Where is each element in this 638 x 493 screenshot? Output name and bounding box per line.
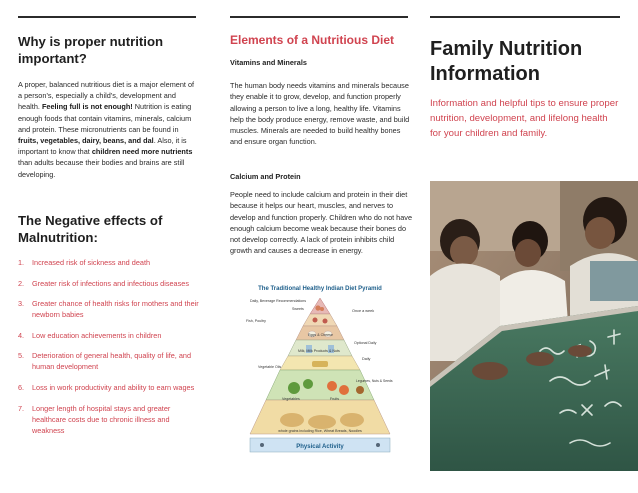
- pyramid-label: Daily, Beverage Recommendations: [250, 299, 307, 303]
- brochure-title: [430, 37, 630, 87]
- diet-pyramid-image: [232, 278, 408, 468]
- title-bold-1: Nutrition: [498, 38, 583, 60]
- emphasis-text: Feeling full is not enough!: [41, 102, 133, 112]
- emphasis-text: children need more nutrients: [91, 147, 193, 157]
- list-item-number: 2.: [18, 278, 25, 288]
- title-bold-2: Information: [430, 63, 540, 85]
- list-item-text: Loss in work productivity and ability to earn wages: [32, 382, 195, 392]
- pyramid-label: Sweets: [292, 307, 304, 311]
- list-item: [18, 298, 200, 320]
- pyramid-label: Vegetables: [282, 397, 300, 401]
- pyramid-label: Once a week: [352, 309, 375, 313]
- pyramid-label: whole grains including Rice, Wheat Breads, Noodles: [278, 429, 362, 433]
- list-item-text: Greater risk of infections and infectious diseases: [32, 278, 189, 288]
- nutrition-importance-paragraph: [18, 79, 198, 180]
- list-item-number: 4.: [18, 330, 25, 340]
- brochure-subtitle: Information and helpful tips to ensure proper nutrition, development, and lifelong health for your children and family.: [430, 98, 619, 140]
- list-item: [18, 257, 200, 268]
- body-text: than adults because their bodies and brains are still developing.: [18, 158, 185, 179]
- list-item-text: Greater chance of health risks for mothers and their newborn babies: [32, 299, 199, 320]
- list-item-number: 7.: [18, 403, 25, 413]
- pyramid-label: Vegetable Oils: [258, 365, 282, 369]
- pyramid-label: Eggs & Cheese: [308, 333, 333, 337]
- list-item-number: 6.: [18, 382, 25, 392]
- pyramid-label: Daily: [362, 357, 371, 361]
- list-item-text: Longer length of hospital stays and greater healthcare costs due to chronic illness and weakness: [32, 403, 171, 435]
- top-rule-right: [430, 16, 620, 18]
- list-item-number: 3.: [18, 299, 25, 309]
- list-item-text: Increased risk of sickness and death: [32, 258, 151, 267]
- list-item-number: 1.: [18, 258, 25, 267]
- elements-heading: Elements of a Nutritious Diet: [230, 33, 395, 47]
- list-item: [18, 350, 200, 372]
- malnutrition-effects-list: [18, 257, 200, 445]
- list-item: [18, 382, 200, 393]
- calcium-subheading: Calcium and Protein: [230, 172, 301, 181]
- calcium-paragraph: People need to include calcium and protein in their diet because it helps our heart, muscles, and nerves to develop and function properly. Children who do not have enough calcium become weak because their bones do not develop correctly. A lack of protein inhibits child growth and causes a decrease in energy.: [230, 190, 413, 256]
- top-rule-left: [18, 16, 196, 18]
- list-item: [18, 278, 200, 289]
- title-plain: Family: [430, 38, 499, 60]
- emphasis-text: fruits, vegetables, dairy, beans, and dal: [18, 136, 154, 146]
- pyramid-label: Fish, Poultry: [246, 319, 266, 323]
- top-rule-middle: [230, 16, 408, 18]
- pyramid-label: Optional Daily: [354, 341, 377, 345]
- nutrition-importance-heading: Why is proper nutrition important?: [18, 34, 164, 66]
- body-text: Nutrition is eating enough foods that contain vitamins, minerals, calcium and protein. These micronutrients can be found in: [18, 102, 192, 134]
- list-item-text: Low education achievements in children: [32, 330, 162, 340]
- list-item: [18, 403, 200, 436]
- vitamins-paragraph: The human body needs vitamins and minerals because they enable it to grow, develop, and function properly allowing a person to live a long, healthy life. Vitamins help the body produce energy, remove waste, and build muscles. Minerals are needed to build healthy bones and ensure organ function.: [230, 81, 410, 147]
- list-item: [18, 330, 200, 341]
- pyramid-title: The Traditional Healthy Indian Diet Pyramid: [258, 286, 382, 292]
- pyramid-label: Legumes, Nuts & Seeds: [356, 379, 393, 383]
- pyramid-footer: Physical Activity: [296, 444, 344, 450]
- list-item-text: Deterioration of general health, quality of life, and human development: [32, 351, 192, 372]
- vitamins-subheading: Vitamins and Minerals: [230, 58, 307, 67]
- body-text: . Also, it is important to know that: [18, 136, 187, 157]
- body-text: A proper, balanced nutritious diet is a major element of a person’s, especially a child’s, development and health.: [18, 80, 195, 112]
- malnutrition-heading: The Negative effects of Malnutrition:: [18, 213, 163, 245]
- pyramid-label: Milk, Milk Products & Nuts: [298, 349, 340, 353]
- children-classroom-photo: [430, 181, 638, 471]
- list-item-number: 5.: [18, 351, 25, 361]
- pyramid-label: Fruits: [330, 397, 339, 401]
